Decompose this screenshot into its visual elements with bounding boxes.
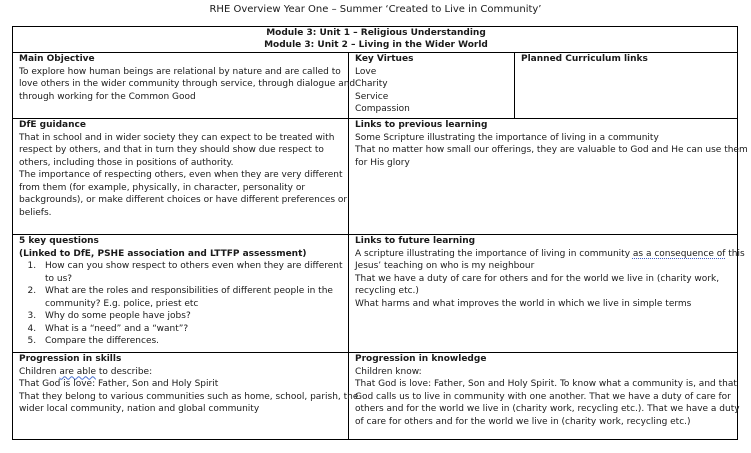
key-questions-list — [19, 260, 344, 348]
module-unit-1: Module 3: Unit 1 – Religious Understanding — [266, 28, 486, 38]
future-learning-line: recycling etc.) — [355, 286, 419, 296]
virtue-item: Love — [355, 66, 377, 77]
key-question-text: 4. What is a “need” and a “want”? — [45, 323, 189, 334]
progression-skills-cell — [13, 353, 359, 440]
key-virtues-heading: Key Virtues — [355, 54, 414, 64]
grammar-marked-phrase: as a consequence of — [632, 248, 726, 259]
planned-links-cell — [515, 53, 738, 119]
previous-learning-line: for His glory — [355, 157, 410, 168]
modules-row — [13, 27, 738, 53]
key-questions-cell — [13, 235, 349, 353]
progression-skills-text: Children — [19, 366, 60, 377]
virtue-item: Compassion — [355, 104, 410, 114]
progression-skills-line: That they belong to various communities such as home, school, parish, the — [19, 391, 359, 402]
key-question-item — [39, 335, 344, 348]
dfe-guidance-line: from them (for example, physically, in character, personality or — [19, 182, 306, 193]
main-objective-cell — [13, 53, 356, 119]
dfe-guidance-line: respect by others, and that in turn they should show due respect to — [19, 145, 324, 155]
key-question-text: to us? — [45, 273, 73, 284]
key-questions-heading: 5 key questions — [19, 236, 99, 246]
previous-learning-cell — [349, 119, 748, 235]
previous-learning-heading: Links to previous learning — [355, 120, 488, 130]
future-learning-line: That we have a duty of care for others and for the world we live in (charity work, — [355, 273, 720, 284]
dfe-guidance-line: backgrounds), or make different choices or have different preferences or — [19, 195, 348, 205]
dfe-guidance-line: beliefs. — [19, 207, 52, 218]
future-learning-cell — [349, 235, 745, 353]
progression-knowledge-line: That God is love: Father, Son and Holy Spirit. To know what a community is, and that — [355, 379, 737, 389]
main-objective-line: through working for the Common Good — [19, 91, 196, 102]
key-question-text: 2. What are the roles and responsibilities of different people in the — [45, 286, 333, 296]
progression-skills-line: wider local community, nation and global community — [19, 404, 260, 414]
future-learning-heading: Links to future learning — [355, 236, 476, 246]
document-title: RHE Overview Year One – Summer ‘Created to Live in Community’ — [209, 4, 542, 15]
key-question-text: 3. Why do some people have jobs? — [45, 311, 191, 321]
progression-skills-line: That God is love: Father, Son and Holy Spirit — [19, 379, 219, 389]
questions-row — [13, 235, 738, 353]
dfe-guidance-line: That in school and in wider society they can expect to be treated with — [19, 132, 335, 143]
progression-knowledge-line: Children know: — [355, 366, 422, 377]
future-learning-line: What harms and what improves the world in which we live in simple terms — [355, 298, 692, 309]
virtue-item: Charity — [355, 79, 388, 89]
modules-cell — [13, 27, 738, 53]
previous-learning-line: That no matter how small our offerings, they are valuable to God and He can use them — [355, 145, 748, 155]
progression-knowledge-line: God calls us to live in community with one another. That we have a duty of care for — [355, 391, 731, 402]
virtue-item: Service — [355, 91, 389, 102]
progression-knowledge-line: others and for the world we live in (charity work, recycling etc.). That we have a duty — [355, 404, 740, 414]
dfe-guidance-heading: DfE guidance — [19, 120, 86, 130]
progression-skills-heading: Progression in skills — [19, 354, 122, 364]
progression-knowledge-line: of care for others and for the world we live in (charity work, recycling etc.) — [355, 416, 691, 427]
progression-row — [13, 353, 738, 440]
previous-learning-line: Some Scripture illustrating the importance of living in a community — [355, 132, 659, 143]
future-learning-text: this — [725, 248, 745, 259]
main-objective-line: To explore how human beings are relational by nature and are called to — [19, 66, 341, 77]
key-question-text: 5. Compare the differences. — [45, 336, 160, 346]
future-learning-line: Jesus’ teaching on who is my neighbour — [355, 261, 535, 271]
key-virtues-cell — [349, 53, 515, 119]
progression-skills-text: to describe: — [96, 366, 153, 377]
key-question-text: 1. How can you show respect to others even when they are different — [45, 261, 343, 271]
progression-knowledge-heading: Progression in knowledge — [355, 354, 487, 364]
guidance-row — [13, 119, 738, 235]
key-question-item — [39, 323, 344, 336]
main-objective-line: love others in the wider community through service, through dialogue and — [19, 79, 356, 89]
module-unit-2: Module 3: Unit 2 – Living in the Wider World — [264, 40, 488, 50]
future-learning-line — [355, 248, 745, 261]
progression-skills-line — [19, 366, 344, 379]
overview-table — [12, 26, 748, 440]
main-objective-heading: Main Objective — [19, 54, 95, 64]
dfe-guidance-cell — [13, 119, 349, 235]
key-question-item — [39, 285, 344, 310]
objective-row — [13, 53, 738, 119]
key-question-item — [39, 310, 344, 323]
progression-knowledge-cell — [349, 353, 738, 440]
planned-links-heading: Planned Curriculum links — [521, 54, 648, 64]
future-learning-text: A scripture illustrating the importance of living in community — [355, 248, 633, 259]
key-questions-subheading: (Linked to DfE, PSHE association and LTTFP assessment) — [19, 248, 307, 259]
key-question-text: community? E.g. police, priest etc — [45, 298, 199, 309]
key-question-item — [39, 260, 344, 285]
dfe-guidance-line: others, including those in positions of authority. — [19, 157, 234, 168]
dfe-guidance-line: The importance of respecting others, even when they are very different — [19, 170, 343, 180]
spellcheck-marked-phrase: are able — [59, 366, 96, 377]
